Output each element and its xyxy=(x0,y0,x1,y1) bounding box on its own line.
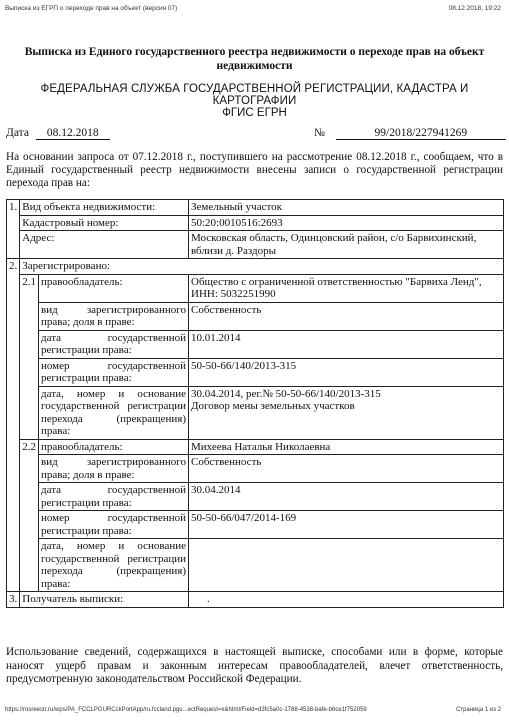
intro-paragraph: На основании запроса от 07.12.2018 г., поступившего на рассмотрение 08.12.2018 г., сообщаем, что в Единый государственный реестр недвижимости внесены записи о государственной регистрации перехода прав на: xyxy=(6,151,503,189)
registered-label: Зарегистрировано: xyxy=(20,259,504,275)
basis-label: дата, номер и основание государственной регистрации перехода (прекращения) права: xyxy=(39,539,189,592)
cadastral-label: Кадастровый номер: xyxy=(20,215,189,231)
recipient-label: Получатель выписки: xyxy=(20,592,189,608)
basis-label: дата, номер и основание государственной регистрации перехода (прекращения) права: xyxy=(39,386,189,439)
cadastral-value: 50:20:0010516:2693 xyxy=(189,215,504,231)
recipient-value-text: . xyxy=(207,593,210,605)
right-type-label: вид зарегистрированного права; доля в праве: xyxy=(39,302,189,330)
row-number: 1. xyxy=(7,200,20,259)
outro-paragraph: Использование сведений, содержащихся в настоящей выписке, способами или в форме, которые наносят ущерб правам и законным интересам правообладателей, влечет ответственность, предусмотренную законодательством Российской Федерации. xyxy=(6,646,503,685)
table-row xyxy=(7,592,504,608)
object-type-value: Земельный участок xyxy=(189,200,504,216)
row-number: 3. xyxy=(7,592,20,608)
table-row xyxy=(7,439,504,455)
table-row xyxy=(7,215,504,231)
reg-number-label: номер государственной регистрации права: xyxy=(39,358,189,386)
browser-header-title: Выписка из ЕГРП о переходе прав на объект (версия 07) xyxy=(5,5,178,12)
basis-value xyxy=(189,386,504,439)
table-row xyxy=(7,511,504,539)
document-title: Выписка из Единого государственного реестра недвижимости о переходе прав на объект недвижимости xyxy=(24,46,485,72)
date-value: 08.12.2018 xyxy=(36,127,110,140)
transfer-table xyxy=(6,199,504,608)
table-row xyxy=(7,200,504,216)
number-value: 99/2018/227941269 xyxy=(336,127,506,140)
reg-date-value: 10.01.2014 xyxy=(189,330,504,358)
holder-value: Общество с ограниченной ответственностью "Барвиха Ленд", ИНН: 5032251990 xyxy=(189,274,504,302)
table-row xyxy=(7,302,504,330)
table-row xyxy=(7,259,504,275)
number-line xyxy=(314,127,506,140)
date-line xyxy=(6,127,110,140)
right-type-label: вид зарегистрированного права; доля в праве: xyxy=(39,455,189,483)
browser-footer-url: https://rosreestr.ru/wps/PA_FCCLPGURCckPortApp/ru.fccland.pgu...ectRequest=x&html/Field=d3fc5a0c-1788-4538-bafe-b6ce1f752059 xyxy=(5,707,367,713)
address-value: Московская область, Одинцовский район, с/о Барвихинский, вблизи д. Раздоры xyxy=(189,231,504,259)
table-row xyxy=(7,455,504,483)
browser-footer-page: Страница 1 из 2 xyxy=(456,707,501,713)
browser-header-datetime: 08.12.2018, 19:22 xyxy=(448,5,501,12)
right-type-value: Собственность xyxy=(189,455,504,483)
reg-number-value: 50-50-66/140/2013-315 xyxy=(189,358,504,386)
table-row xyxy=(7,330,504,358)
reg-number-label: номер государственной регистрации права: xyxy=(39,511,189,539)
reg-number-value: 50-50-66/047/2014-169 xyxy=(189,511,504,539)
number-label: № xyxy=(314,127,325,139)
date-label: Дата xyxy=(6,127,29,139)
table-row xyxy=(7,483,504,511)
row-number: 2. xyxy=(7,259,20,592)
reg-date-value: 30.04.2014 xyxy=(189,483,504,511)
reg-date-label: дата государственной регистрации права: xyxy=(39,330,189,358)
basis-value-line-2: Договор мены земельных участков xyxy=(191,400,355,412)
agency-name: ФЕДЕРАЛЬНАЯ СЛУЖБА ГОСУДАРСТВЕННОЙ РЕГИСТРАЦИИ, КАДАСТРА И КАРТОГРАФИИ xyxy=(40,83,469,107)
entry-number: 2.1 xyxy=(20,274,39,439)
object-type-label: Вид объекта недвижимости: xyxy=(20,200,189,216)
basis-value-line-1: 30.04.2014, рег.№ 50-50-66/140/2013-315 xyxy=(191,387,381,400)
table-row xyxy=(7,539,504,592)
holder-value: Михеева Наталья Николаевна xyxy=(189,439,504,455)
table-row xyxy=(7,386,504,439)
right-type-value: Собственность xyxy=(189,302,504,330)
entry-number: 2.2 xyxy=(20,439,39,592)
reg-date-label: дата государственной регистрации права: xyxy=(39,483,189,511)
address-label: Адрес: xyxy=(20,231,189,259)
recipient-value xyxy=(189,592,504,608)
system-name: ФГИС ЕГРН xyxy=(222,107,287,119)
table-row xyxy=(7,231,504,259)
holder-label: правообладатель: xyxy=(39,274,189,302)
basis-value xyxy=(189,539,504,592)
holder-label: правообладатель: xyxy=(39,439,189,455)
table-row xyxy=(7,274,504,302)
table-row xyxy=(7,358,504,386)
